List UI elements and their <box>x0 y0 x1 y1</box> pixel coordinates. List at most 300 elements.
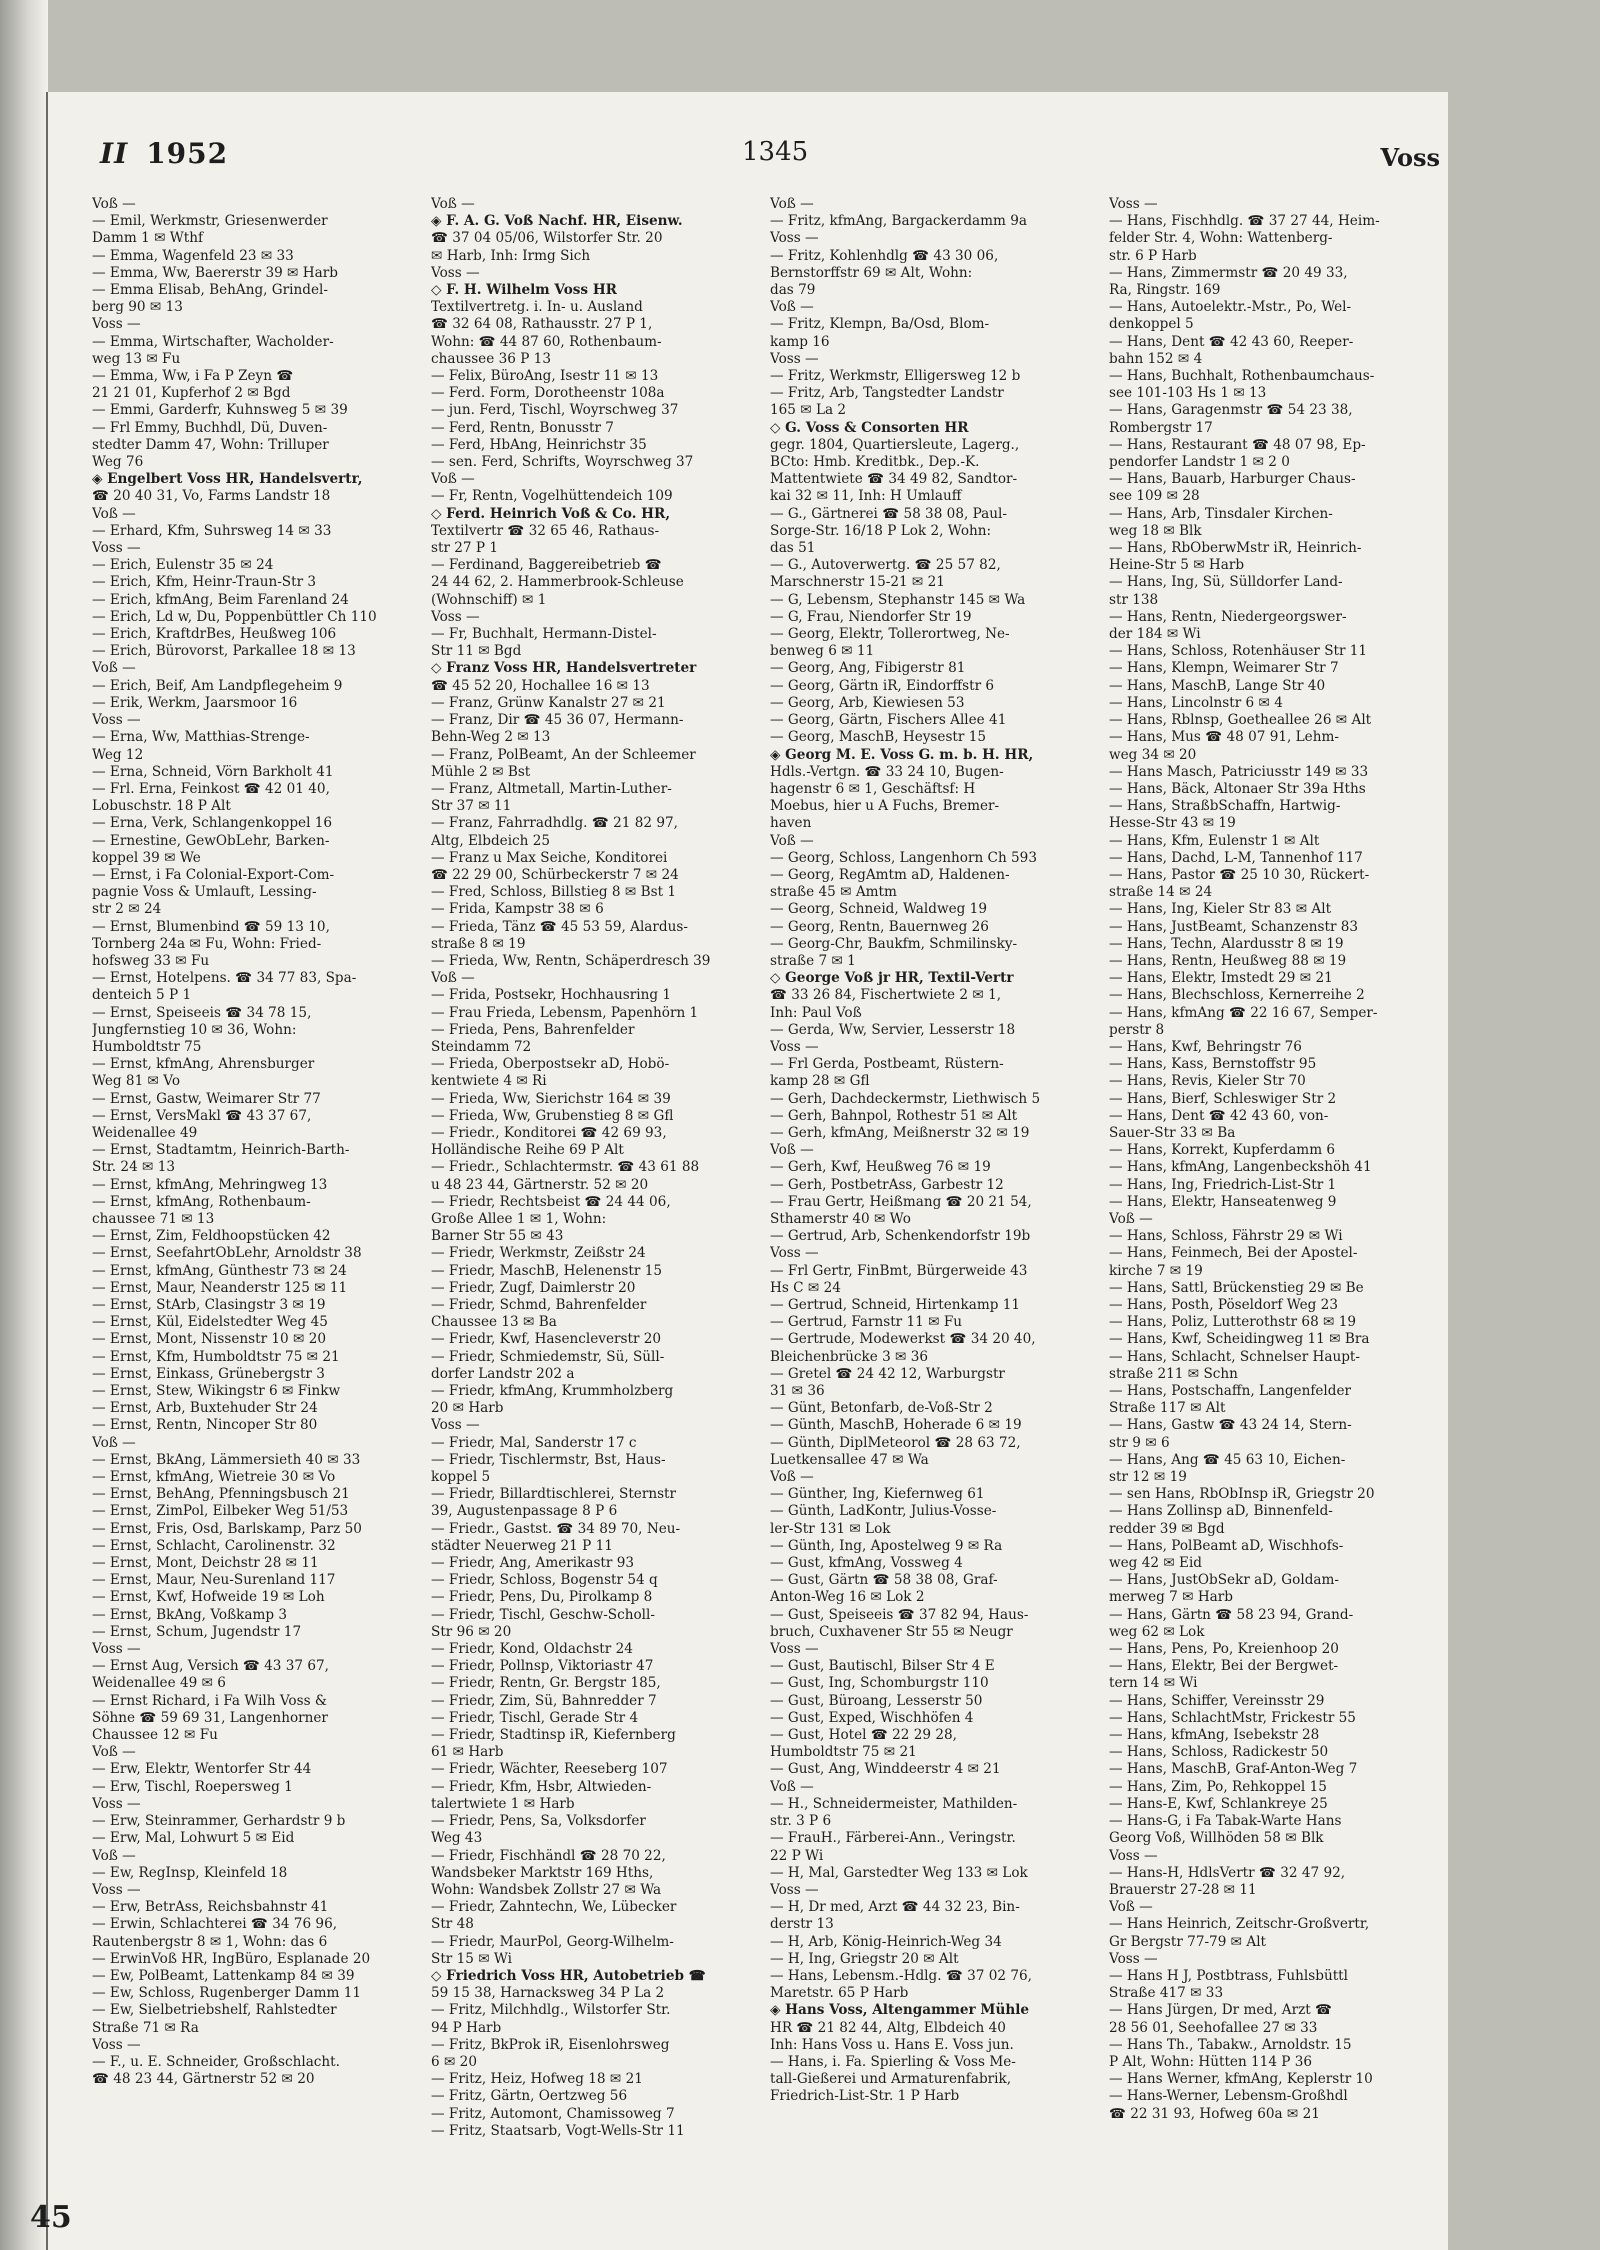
directory-entry-line: — Friedr, kfmAng, Krummholzberg <box>431 1383 674 1400</box>
directory-entry-line: — Ernst, BehAng, Pfenningsbusch 21 <box>92 1486 350 1503</box>
directory-entry-line: — Felix, BüroAng, Isestr 11 ✉ 13 <box>431 368 659 385</box>
directory-entry-line: weg 34 ✉ 20 <box>1109 746 1197 763</box>
directory-entry-line: — Ew, Schloss, Rugenberger Damm 11 <box>92 1985 362 2002</box>
directory-entry-line: see 109 ✉ 28 <box>1109 488 1200 505</box>
directory-entry-line: Voß — <box>92 1744 136 1761</box>
directory-entry-line: straße 8 ✉ 19 <box>431 935 526 952</box>
directory-entry-line: — Hans-H, HdlsVertr ☎ 32 47 92, <box>1109 1864 1346 1881</box>
directory-entry-line: — Frieda, Tänz ☎ 45 53 59, Alardus- <box>431 918 688 935</box>
directory-entry-line: — Ernst, kfmAng, Wietreie 30 ✉ Vo <box>92 1469 336 1486</box>
directory-entry-line: — Hans, Korrekt, Kupferdamm 6 <box>1109 1142 1336 1159</box>
directory-entry-line: Maretstr. 65 P Harb <box>770 1985 909 2002</box>
directory-entry-line: hagenstr 6 ✉ 1, Geschäftsf: H <box>770 780 976 797</box>
directory-entry-line: — Friedr, Stadtinsp iR, Kiefernberg <box>431 1727 676 1744</box>
directory-entry-line: — Gerh, PostbetrAss, Garbestr 12 <box>770 1176 1004 1193</box>
directory-entry-line: ◈ Engelbert Voss HR, Handelsvertr, <box>92 471 363 488</box>
directory-entry-line: — Ernst Aug, Versich ☎ 43 37 67, <box>92 1658 330 1675</box>
directory-entry-line: — Ernst, VersMakl ☎ 43 37 67, <box>92 1107 312 1124</box>
directory-entry-line: — Hans-E, Kwf, Schlankreye 25 <box>1109 1795 1328 1812</box>
directory-entry-line: Voss — <box>92 1881 141 1898</box>
directory-entry-line: — Ernst, Stadtamtm, Heinrich-Barth- <box>92 1142 350 1159</box>
directory-entry-line: Sorge-Str. 16/18 P Lok 2, Wohn: <box>770 522 992 539</box>
directory-entry-line: Marschnerstr 15-21 ✉ 21 <box>770 574 945 591</box>
directory-entry-line: — Hans, Gärtn ☎ 58 23 94, Grand- <box>1109 1606 1354 1623</box>
directory-entry-line: — Ernst, Mont, Deichstr 28 ✉ 11 <box>92 1555 319 1572</box>
directory-entry-line: — Georg-Chr, Baukfm, Schmilinsky- <box>770 935 1018 952</box>
column-1 <box>92 196 415 2226</box>
directory-entry-line: — Georg, Elektr, Tollerortweg, Ne- <box>770 626 1010 643</box>
directory-entry-line: — Friedr, Tischl, Gerade Str 4 <box>431 1709 639 1726</box>
directory-entry-line: — Hans, Kass, Bernstoffstr 95 <box>1109 1056 1317 1073</box>
directory-entry-line: Voss — <box>770 1641 819 1658</box>
directory-entry-line: Behn-Weg 2 ✉ 13 <box>431 729 551 746</box>
directory-entry-line: — Friedr, MaurPol, Georg-Wilhelm- <box>431 1933 674 1950</box>
directory-entry-line: — Ernst, Kfm, Humboldtstr 75 ✉ 21 <box>92 1348 340 1365</box>
directory-entry-line: — Friedr, Billardtischlerei, Sternstr <box>431 1486 677 1503</box>
directory-entry-line: — Hans, Posth, Pöseldorf Weg 23 <box>1109 1297 1338 1313</box>
directory-entry-line: — Friedr, Schloss, Bogenstr 54 q <box>431 1572 658 1589</box>
directory-entry-line: — Ferd, HbAng, Heinrichstr 35 <box>431 436 647 453</box>
directory-entry-line: weg 62 ✉ Lok <box>1109 1623 1205 1640</box>
directory-entry-line: Barner Str 55 ✉ 43 <box>431 1228 564 1245</box>
directory-entry-line: Str 15 ✉ Wi <box>431 1950 513 1967</box>
header-left <box>100 137 228 170</box>
column-4 <box>1109 196 1432 2226</box>
directory-entry-line: — Ernst, Kül, Eidelstedter Weg 45 <box>92 1314 328 1331</box>
directory-entry-line: — Georg, Schneid, Waldweg 19 <box>770 901 987 918</box>
directory-entry-line: — H, Mal, Garstedter Weg 133 ✉ Lok <box>770 1864 1028 1881</box>
directory-entry-line: — Friedr, Mal, Sanderstr 17 c <box>431 1434 637 1451</box>
directory-entry-line: — Emmi, Garderfr, Kuhnsweg 5 ✉ 39 <box>92 402 348 419</box>
header-page-number: 1345 <box>742 137 809 167</box>
directory-entry-line: Str 37 ✉ 11 <box>431 798 512 815</box>
directory-entry-line: — Hans, Schloss, Radickestr 50 <box>1109 1744 1329 1761</box>
directory-entry-line: Voss — <box>770 1038 819 1055</box>
directory-entry-line: — Ernst, Stew, Wikingstr 6 ✉ Finkw <box>92 1383 341 1400</box>
directory-entry-line: — Gerh, Dachdeckermstr, Liethwisch 5 <box>770 1090 1041 1107</box>
directory-entry-line: — Gerh, Kwf, Heußweg 76 ✉ 19 <box>770 1159 991 1176</box>
directory-entry-line: — Gust, kfmAng, Vossweg 4 <box>770 1555 963 1572</box>
directory-entry-line: kamp 28 ✉ Gfl <box>770 1073 870 1090</box>
directory-entry-line: — Erich, Kfm, Heinr-Traun-Str 3 <box>92 574 317 591</box>
directory-entry-line: — Hans, Gastw ☎ 43 24 14, Stern- <box>1109 1417 1352 1434</box>
directory-entry-line: ☎ 22 31 93, Hofweg 60a ✉ 21 <box>1109 2105 1320 2122</box>
directory-entry-line: pagnie Voss & Umlauft, Lessing- <box>92 884 317 901</box>
directory-entry-line: Lobuschstr. 18 P Alt <box>92 798 231 815</box>
directory-entry-line: — Hans, Schlacht, Schnelser Haupt- <box>1109 1348 1360 1365</box>
directory-entry-line: 20 ✉ Harb <box>431 1400 504 1417</box>
directory-entry-line: Rombergstr 17 <box>1109 419 1213 436</box>
directory-entry-line: — Ernst, Speiseeis ☎ 34 78 15, <box>92 1004 312 1021</box>
directory-entry-line: — Hans, Autoelektr.-Mstr., Po, Wel- <box>1109 299 1352 316</box>
directory-entry-line: — F., u. E. Schneider, Großschlacht. <box>92 2053 340 2070</box>
directory-entry-line: Textilvertr ☎ 32 65 46, Rathaus- <box>431 522 660 539</box>
directory-entry-line: — Erwin, Schlachterei ☎ 34 76 96, <box>92 1916 338 1933</box>
directory-entry-line: — Gust, Gärtn ☎ 58 38 08, Graf- <box>770 1572 998 1589</box>
directory-entry-line: — Ernst, ZimPol, Eilbeker Weg 51/53 <box>92 1503 349 1520</box>
directory-entry-line: — Erw, Elektr, Wentorfer Str 44 <box>92 1761 312 1778</box>
directory-entry-line: — Ernst, kfmAng, Günthestr 73 ✉ 24 <box>92 1262 347 1279</box>
directory-entry-line: — Fritz, Heiz, Hofweg 18 ✉ 21 <box>431 2071 643 2088</box>
directory-entry-line: Wohn: ☎ 44 87 60, Rothenbaum- <box>431 333 662 350</box>
directory-entry-line: Bleichenbrücke 3 ✉ 36 <box>770 1348 929 1365</box>
directory-entry-line: 24 44 62, 2. Hammerbrook-Schleuse <box>431 574 684 591</box>
directory-entry-line: — Ferd, Rentn, Bonusstr 7 <box>431 419 614 436</box>
directory-entry-line: — Friedr, Wächter, Reeseberg 107 <box>431 1761 668 1778</box>
directory-entry-line: — FrauH., Färberei-Ann., Veringstr. <box>770 1830 1016 1847</box>
directory-entry-line: — Hans, Bierf, Schleswiger Str 2 <box>1109 1090 1337 1107</box>
directory-entry-line: Chaussee 12 ✉ Fu <box>92 1727 218 1744</box>
directory-entry-line: — Frieda, Oberpostsekr aD, Hobö- <box>431 1056 670 1073</box>
directory-entry-line: straße 14 ✉ 24 <box>1109 884 1213 901</box>
directory-entry-line: — Hans, RbOberwMstr iR, Heinrich- <box>1109 540 1362 557</box>
directory-entry-line: — Friedr, Tischl, Geschw-Scholl- <box>431 1606 655 1623</box>
directory-entry-line: — Friedr, Pens, Du, Pirolkamp 8 <box>431 1589 653 1606</box>
directory-entry-line: — Ernst, Gastw, Weimarer Str 77 <box>92 1090 321 1107</box>
header-year: 1952 <box>146 137 229 170</box>
directory-entry-line: — Hans, Postschaffn, Langenfelder <box>1109 1383 1352 1400</box>
directory-entry-line: 61 ✉ Harb <box>431 1744 504 1761</box>
directory-entry-line: HR ☎ 21 82 44, Altg, Elbdeich 40 <box>770 2019 1006 2036</box>
directory-entry-line: — Ernst, kfmAng, Mehringweg 13 <box>92 1176 328 1193</box>
directory-entry-line: — Georg, Rentn, Bauernweg 26 <box>770 918 989 935</box>
directory-entry-line: Voss — <box>1109 1950 1158 1967</box>
directory-entry-line: Brauerstr 27-28 ✉ 11 <box>1109 1881 1257 1898</box>
column-2 <box>431 196 754 2226</box>
directory-entry-line: koppel 39 ✉ We <box>92 849 201 866</box>
directory-entry-line: 39, Augustenpassage 8 P 6 <box>431 1503 618 1520</box>
directory-entry-line: str 2 ✉ 24 <box>92 901 162 918</box>
directory-entry-line: — Friedr, Rechtsbeist ☎ 24 44 06, <box>431 1193 671 1210</box>
directory-entry-line: — Ernst, Blumenbind ☎ 59 13 10, <box>92 918 330 935</box>
directory-entry-line: str. 6 P Harb <box>1109 247 1197 264</box>
directory-entry-line: — Ernst, i Fa Colonial-Export-Com- <box>92 866 335 883</box>
directory-entry-line: — Hans, Elektr, Imstedt 29 ✉ 21 <box>1109 970 1333 987</box>
directory-entry-line: — Ferdinand, Baggereibetrieb ☎ <box>431 557 662 574</box>
directory-entry-line: Söhne ☎ 59 69 31, Langenhorner <box>92 1709 328 1726</box>
directory-entry-line: ☎ 20 40 31, Vo, Farms Landstr 18 <box>92 488 331 505</box>
directory-entry-line: — Friedr, Schmd, Bahrenfelder <box>431 1297 647 1313</box>
directory-entry-line: — Ernst, kfmAng, Rothenbaum- <box>92 1193 311 1210</box>
directory-entry-line: — Frieda, Pens, Bahrenfelder <box>431 1021 635 1038</box>
directory-entry-line: ☎ 22 29 00, Schürbeckerstr 7 ✉ 24 <box>431 866 679 883</box>
directory-entry-line: see 101-103 Hs 1 ✉ 13 <box>1109 385 1267 402</box>
directory-entry-line: weg 18 ✉ Blk <box>1109 522 1202 539</box>
directory-entry-line: — Hans, Kwf, Behringstr 76 <box>1109 1038 1302 1055</box>
directory-entry-line: — Hans, Ing, Friedrich-List-Str 1 <box>1109 1176 1337 1193</box>
directory-entry-line: — Friedr, Ang, Amerikastr 93 <box>431 1555 634 1572</box>
directory-entry-line: Hesse-Str 43 ✉ 19 <box>1109 815 1236 832</box>
directory-entry-line: — sen Hans, RbObInsp iR, Griegstr 20 <box>1109 1486 1375 1503</box>
directory-entry-line: — Günth, Ing, Apostelweg 9 ✉ Ra <box>770 1537 1003 1554</box>
directory-entry-line: ✉ Harb, Inh: Irmg Sich <box>431 247 591 264</box>
directory-entry-line: der 184 ✉ Wi <box>1109 626 1201 643</box>
directory-entry-line: Weg 43 <box>431 1830 483 1847</box>
directory-entry-line: — Hans, Lebensm.-Hdlg. ☎ 37 02 76, <box>770 1967 1032 1984</box>
directory-entry-line: — Gust, Ing, Schomburgstr 110 <box>770 1675 989 1692</box>
directory-entry-line: — Erw, Tischl, Roepersweg 1 <box>92 1778 293 1795</box>
directory-entry-line: — Gust, Bautischl, Bilser Str 4 E <box>770 1658 995 1675</box>
directory-entry-line: — Hans, Fischhdlg. ☎ 37 27 44, Heim- <box>1109 213 1380 230</box>
directory-entry-line: — Fritz, Milchhdlg., Wilstorfer Str. <box>431 2002 671 2019</box>
directory-entry-line: ◇ Friedrich Voss HR, Autobetrieb ☎ <box>431 1967 706 1984</box>
directory-entry-line: bruch, Cuxhavener Str 55 ✉ Neugr <box>770 1623 1013 1640</box>
directory-entry-line: Anton-Weg 16 ✉ Lok 2 <box>770 1589 925 1606</box>
directory-entry-line: Voß — <box>770 1142 814 1159</box>
directory-entry-line: Voss — <box>770 1245 819 1262</box>
directory-entry-line: — Erw, Steinrammer, Gerhardstr 9 b <box>92 1813 346 1830</box>
directory-entry-line: — Hans Heinrich, Zeitschr-Großvertr, <box>1109 1916 1370 1933</box>
directory-entry-line: — Günth, LadKontr, Julius-Vosse- <box>770 1503 997 1520</box>
directory-entry-line: tern 14 ✉ Wi <box>1109 1675 1198 1692</box>
directory-entry-line: tall-Gießerei und Armaturenfabrik, <box>770 2071 1012 2088</box>
directory-entry-line: — Ernst, Schlacht, Carolinenstr. 32 <box>92 1537 336 1554</box>
directory-entry-line: Weg 81 ✉ Vo <box>92 1073 181 1090</box>
directory-entry-line: Friedrich-List-Str. 1 P Harb <box>770 2088 960 2105</box>
directory-entry-line: — G., Autoverwertg. ☎ 25 57 82, <box>770 557 1001 574</box>
directory-entry-line: bahn 152 ✉ 4 <box>1109 350 1203 367</box>
directory-entry-line: — Gust, Ang, Winddeerstr 4 ✉ 21 <box>770 1761 1001 1778</box>
directory-entry-line: — Fritz, Arb, Tangstedter Landstr <box>770 385 1004 402</box>
directory-entry-line: — Hans, Buchhalt, Rothenbaumchaus- <box>1109 368 1375 385</box>
directory-entry-line: — Hans, Rentn, Niedergeorgswer- <box>1109 608 1347 625</box>
directory-entry-line: Sthamerstr 40 ✉ Wo <box>770 1210 911 1227</box>
directory-entry-line: — Frieda, Ww, Sierichstr 164 ✉ 39 <box>431 1090 671 1107</box>
directory-entry-line: — Hans-Werner, Lebensm-Großhdl <box>1109 2088 1348 2105</box>
directory-entry-line: Große Allee 1 ✉ 1, Wohn: <box>431 1210 607 1227</box>
directory-entry-line: — Gertrud, Arb, Schenkendorfstr 19b <box>770 1228 1031 1245</box>
directory-entry-line: — Hans, SchlachtMstr, Frickestr 55 <box>1109 1709 1356 1726</box>
directory-entry-line: das 51 <box>770 540 816 557</box>
directory-entry-line: — Fritz, Staatsarb, Vogt-Wells-Str 11 <box>431 2122 685 2139</box>
directory-entry-line: — Friedr, Werkmstr, Zeißstr 24 <box>431 1245 646 1262</box>
directory-entry-line: — Georg, Ang, Fibigerstr 81 <box>770 660 966 677</box>
directory-entry-line: — Ferd. Form, Dorotheenstr 108a <box>431 385 665 402</box>
directory-entry-line: — Hans, Elektr, Bei der Bergwet- <box>1109 1658 1339 1675</box>
directory-entry-line: Ra, Ringstr. 169 <box>1109 282 1221 299</box>
directory-entry-line: — Gertrud, Farnstr 11 ✉ Fu <box>770 1314 963 1331</box>
directory-entry-line: — Hans Zollinsp aD, Binnenfeld- <box>1109 1503 1333 1520</box>
directory-entry-line: — Georg, Arb, Kiewiesen 53 <box>770 694 965 711</box>
directory-entry-line: — Friedr, MaschB, Helenenstr 15 <box>431 1262 662 1279</box>
directory-entry-line: 94 P Harb <box>431 2019 502 2036</box>
directory-entry-line: — Frieda, Ww, Grubenstieg 8 ✉ Gfl <box>431 1107 674 1124</box>
directory-entry-line: — Hans, Pens, Po, Kreienhoop 20 <box>1109 1641 1339 1658</box>
directory-entry-line: Mattentwiete ☎ 34 49 82, Sandtor- <box>770 471 1018 488</box>
directory-entry-line: — Günth, MaschB, Hoherade 6 ✉ 19 <box>770 1417 1022 1434</box>
directory-entry-line: Sauer-Str 33 ✉ Ba <box>1109 1124 1236 1141</box>
directory-entry-line: Chaussee 13 ✉ Ba <box>431 1314 557 1331</box>
directory-entry-line: — Gerh, Bahnpol, Rothestr 51 ✉ Alt <box>770 1107 1018 1124</box>
directory-entry-line: Wohn: Wandsbek Zollstr 27 ✉ Wa <box>431 1881 662 1898</box>
directory-entry-line: Voss — <box>770 350 819 367</box>
directory-entry-line: straße 211 ✉ Schn <box>1109 1365 1238 1382</box>
directory-entry-line: — H, Dr med, Arzt ☎ 44 32 23, Bin- <box>770 1899 1020 1916</box>
directory-entry-line: — Friedr, Pollnsp, Viktoriastr 47 <box>431 1658 654 1675</box>
directory-entry-line: Voß — <box>770 196 814 212</box>
directory-entry-line: — Fritz, Kohlenhdlg ☎ 43 30 06, <box>770 247 999 264</box>
directory-entry-line: Gr Bergstr 77-79 ✉ Alt <box>1109 1933 1267 1950</box>
directory-entry-line: — Hans, Schloss, Fährstr 29 ✉ Wi <box>1109 1228 1343 1245</box>
directory-entry-line: — Günth, DiplMeteorol ☎ 28 63 72, <box>770 1434 1021 1451</box>
directory-entry-line: — Gerh, kfmAng, Meißnerstr 32 ✉ 19 <box>770 1124 1030 1141</box>
directory-entry-line: weg 42 ✉ Eid <box>1109 1555 1203 1572</box>
directory-entry-line: — Hans, Schiffer, Vereinsstr 29 <box>1109 1692 1325 1709</box>
directory-entry-line: weg 13 ✉ Fu <box>92 350 181 367</box>
directory-entry-line: städter Neuerweg 21 P 11 <box>431 1537 613 1554</box>
directory-entry-line: — Hans, Revis, Kieler Str 70 <box>1109 1073 1306 1090</box>
directory-entry-line: Voß — <box>92 660 136 677</box>
directory-entry-line: str 9 ✉ 6 <box>1109 1434 1170 1451</box>
directory-entry-line: — Ernst, Zim, Feldhoopstücken 42 <box>92 1228 331 1245</box>
directory-entry-line: Humboldtstr 75 <box>92 1038 202 1055</box>
directory-entry-line: — Hans, kfmAng, Isebekstr 28 <box>1109 1727 1320 1744</box>
directory-entry-line: — Friedr, Rentn, Gr. Bergstr 185, <box>431 1675 661 1692</box>
directory-entry-line: berg 90 ✉ 13 <box>92 299 183 316</box>
directory-entry-line: — Fred, Schloss, Billstieg 8 ✉ Bst 1 <box>431 884 677 901</box>
directory-entry-line: — Hans Masch, Patriciusstr 149 ✉ 33 <box>1109 763 1369 780</box>
directory-entry-line: — Hans, Arb, Tinsdaler Kirchen- <box>1109 505 1333 522</box>
directory-entry-line: — Ernst, BkAng, Voßkamp 3 <box>92 1606 288 1623</box>
directory-entry-line: — Gertrud, Schneid, Hirtenkamp 11 <box>770 1297 1021 1313</box>
directory-entry-line: — Ernst, Kwf, Hofweide 19 ✉ Loh <box>92 1589 325 1606</box>
directory-entry-line: talertwiete 1 ✉ Harb <box>431 1795 575 1812</box>
directory-entry-line: Holländische Reihe 69 P Alt <box>431 1142 624 1159</box>
directory-entry-line: — Erna, Verk, Schlangenkoppel 16 <box>92 815 333 832</box>
directory-entry-line: — Frau Gertr, Heißmang ☎ 20 21 54, <box>770 1193 1032 1210</box>
directory-entry-line: Humboldtstr 75 ✉ 21 <box>770 1744 917 1761</box>
directory-entry-line: Voss — <box>92 1641 141 1658</box>
directory-entry-line: — Hans, Feinmech, Bei der Apostel- <box>1109 1245 1358 1262</box>
directory-entry-line: — Erich, Beif, Am Landpflegeheim 9 <box>92 677 343 694</box>
directory-entry-line: Voß — <box>770 1778 814 1795</box>
directory-entry-line: benweg 6 ✉ 11 <box>770 643 875 660</box>
directory-entry-line: — Friedr, Kwf, Hasencleverstr 20 <box>431 1331 662 1348</box>
directory-entry-line: — Hans, Rentn, Heußweg 88 ✉ 19 <box>1109 952 1347 969</box>
directory-entry-line: Voss — <box>92 2036 141 2053</box>
directory-entry-line: — Frieda, Ww, Rentn, Schäperdresch 39 <box>431 952 711 969</box>
directory-entry-line: — Ernst, Mont, Nissenstr 10 ✉ 20 <box>92 1331 327 1348</box>
directory-entry-line: Georg Voß, Willhöden 58 ✉ Blk <box>1109 1830 1324 1847</box>
directory-entry-line: Rautenbergstr 8 ✉ 1, Wohn: das 6 <box>92 1933 328 1950</box>
directory-entry-line: — Emil, Werkmstr, Griesenwerder <box>92 213 328 230</box>
directory-entry-line: — Friedr., Konditorei ☎ 42 69 93, <box>431 1124 667 1141</box>
directory-entry-line: — Georg, Gärtn iR, Eindorffstr 6 <box>770 677 995 694</box>
directory-entry-line: — Friedr, Kond, Oldachstr 24 <box>431 1641 633 1658</box>
directory-entry-line: Voß — <box>770 1469 814 1486</box>
directory-entry-line: — Georg, Gärtn, Fischers Allee 41 <box>770 712 1007 729</box>
header-keyword: Voss <box>1380 143 1440 172</box>
directory-columns <box>92 196 1432 2226</box>
directory-entry-line: — Frau Frieda, Lebensm, Papenhörn 1 <box>431 1004 699 1021</box>
directory-entry-line: str. 3 P 6 <box>770 1813 832 1830</box>
directory-entry-line: — G, Frau, Niendorfer Str 19 <box>770 608 972 625</box>
directory-entry-line: — Georg, Schloss, Langenhorn Ch 593 <box>770 849 1037 866</box>
directory-entry-line: — Franz, Grünw Kanalstr 27 ✉ 21 <box>431 694 666 711</box>
directory-entry-line: Str 48 <box>431 1916 474 1933</box>
directory-entry-line: — Erhard, Kfm, Suhrsweg 14 ✉ 33 <box>92 522 332 539</box>
directory-entry-line: — Günt, Betonfarb, de-Voß-Str 2 <box>770 1400 993 1417</box>
directory-entry-line: — Emma, Wagenfeld 23 ✉ 33 <box>92 247 294 264</box>
directory-entry-line: 28 56 01, Seehofallee 27 ✉ 33 <box>1109 2019 1318 2036</box>
directory-entry-line: hofsweg 33 ✉ Fu <box>92 952 210 969</box>
directory-entry-line: — Ernst, SeefahrtObLehr, Arnoldstr 38 <box>92 1245 362 1262</box>
directory-entry-line: — Erich, Bürovorst, Parkallee 18 ✉ 13 <box>92 643 356 660</box>
directory-entry-line: — Frida, Kampstr 38 ✉ 6 <box>431 901 604 918</box>
directory-entry-line: — Ernst, Maur, Neanderstr 125 ✉ 11 <box>92 1279 348 1296</box>
directory-entry-line: — Frl Gertr, FinBmt, Bürgerweide 43 <box>770 1262 1028 1279</box>
directory-entry-line: ☎ 48 23 44, Gärtnerstr 52 ✉ 20 <box>92 2071 315 2088</box>
directory-entry-line: ☎ 37 04 05/06, Wilstorfer Str. 20 <box>431 230 663 247</box>
directory-entry-line: — Franz, PolBeamt, An der Schleemer <box>431 746 696 763</box>
directory-entry-line: — Friedr, Schmiedemstr, Sü, Süll- <box>431 1348 665 1365</box>
directory-entry-line: — Hans, Mus ☎ 48 07 91, Lehm- <box>1109 729 1339 746</box>
directory-entry-line: — Hans, Kfm, Eulenstr 1 ✉ Alt <box>1109 832 1320 849</box>
directory-entry-line: — Erich, Ld w, Du, Poppenbüttler Ch 110 <box>92 608 377 625</box>
directory-entry-line: — Hans, PolBeamt aD, Wischhofs- <box>1109 1537 1344 1554</box>
directory-entry-line: ◈ Georg M. E. Voss G. m. b. H. HR, <box>770 746 1034 763</box>
directory-entry-line: — Friedr, Pens, Sa, Volksdorfer <box>431 1813 646 1830</box>
directory-entry-line: kai 32 ✉ 11, Inh: H Umlauff <box>770 488 962 505</box>
directory-entry-line: — Emma, Ww, i Fa P Zeyn ☎ <box>92 368 294 385</box>
directory-entry-line: — Ernst, Rentn, Nincoper Str 80 <box>92 1417 318 1434</box>
directory-entry-line: ◇ George Voß jr HR, Textil-Vertr <box>770 970 1014 987</box>
directory-entry-line: — Hans, MaschB, Lange Str 40 <box>1109 677 1326 694</box>
directory-entry-line: — Friedr, Zahntechn, We, Lübecker <box>431 1899 677 1916</box>
directory-entry-line: Voß — <box>431 196 475 212</box>
directory-entry-line: Voß — <box>92 196 136 212</box>
directory-entry-line: — Hans, JustBeamt, Schanzenstr 83 <box>1109 918 1359 935</box>
directory-entry-line: — Ernst, Maur, Neu-Surenland 117 <box>92 1572 336 1589</box>
directory-entry-line: Bernstorffstr 69 ✉ Alt, Wohn: <box>770 264 973 281</box>
directory-entry-line: Straße 71 ✉ Ra <box>92 2019 199 2036</box>
directory-entry-line: — Friedr, Fischhändl ☎ 28 70 22, <box>431 1847 666 1864</box>
directory-entry-line: Moebus, hier u A Fuchs, Bremer- <box>770 798 1000 815</box>
directory-entry-line: — Gertrude, Modewerkst ☎ 34 20 40, <box>770 1331 1036 1348</box>
directory-entry-line: — Hans, Zimmermstr ☎ 20 49 33, <box>1109 264 1348 281</box>
directory-entry-line: pendorfer Landstr 1 ✉ 2 0 <box>1109 454 1290 471</box>
directory-entry-line: ler-Str 131 ✉ Lok <box>770 1520 891 1537</box>
directory-entry-line: — Friedr., Gastst. ☎ 34 89 70, Neu- <box>431 1520 681 1537</box>
directory-entry-line: — Hans, JustObSekr aD, Goldam- <box>1109 1572 1339 1589</box>
directory-entry-line: chaussee 71 ✉ 13 <box>92 1210 215 1227</box>
directory-entry-line: Jungfernstieg 10 ✉ 36, Wohn: <box>92 1021 297 1038</box>
directory-entry-line: — Gust, Speiseeis ☎ 37 82 94, Haus- <box>770 1606 1029 1623</box>
directory-page <box>48 92 1448 2250</box>
directory-entry-line: — Ernst, Arb, Buxtehuder Str 24 <box>92 1400 318 1417</box>
directory-entry-line: — Hans, Poliz, Lutterothstr 68 ✉ 19 <box>1109 1314 1357 1331</box>
directory-entry-line: 59 15 38, Harnacksweg 34 P La 2 <box>431 1985 665 2002</box>
directory-entry-line: — Georg, RegAmtm aD, Haldenen- <box>770 866 1010 883</box>
directory-entry-line: Wandsbeker Marktstr 169 Hths, <box>431 1864 654 1881</box>
directory-entry-line: Voss — <box>431 264 480 281</box>
directory-entry-line: — Georg, MaschB, Heysestr 15 <box>770 729 986 746</box>
directory-entry-line: Voss — <box>770 230 819 247</box>
directory-entry-line: — Franz, Fahrradhdlg. ☎ 21 82 97, <box>431 815 678 832</box>
directory-entry-line: Inh: Hans Voss u. Hans E. Voss jun. <box>770 2036 1014 2053</box>
directory-entry-line: Voß — <box>770 832 814 849</box>
directory-entry-line: Hs C ✉ 24 <box>770 1279 841 1296</box>
directory-entry-line: — Friedr, Zim, Sü, Bahnredder 7 <box>431 1692 657 1709</box>
directory-entry-line: kentwiete 4 ✉ Ri <box>431 1073 547 1090</box>
directory-entry-line: ☎ 32 64 08, Rathausstr. 27 P 1, <box>431 316 653 333</box>
directory-entry-line: — H., Schneidermeister, Mathilden- <box>770 1795 1018 1812</box>
directory-entry-line: — Fritz, Gärtn, Oertzweg 56 <box>431 2088 628 2105</box>
book-spine <box>0 0 48 2250</box>
directory-entry-line: — Hans, Schloss, Rotenhäuser Str 11 <box>1109 643 1368 660</box>
directory-entry-line: — Hans Th., Tabakw., Arnoldstr. 15 <box>1109 2036 1352 2053</box>
footer-page-number: 45 <box>30 2200 72 2235</box>
